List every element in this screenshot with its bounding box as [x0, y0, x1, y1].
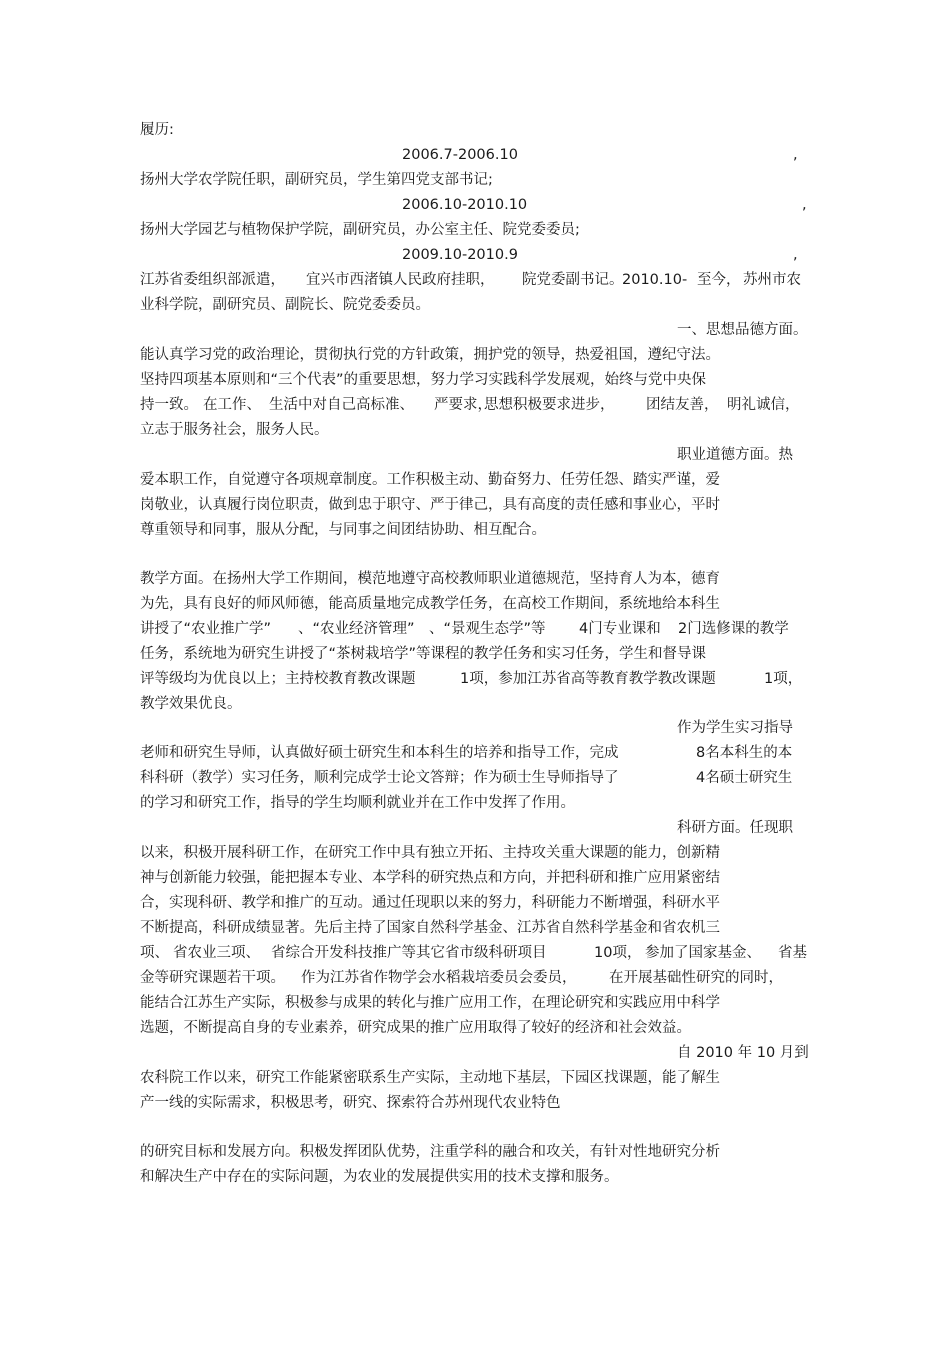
paragraph-line: 能认真学习党的政治理论，贯彻执行党的方针政策，拥护党的领导，热爱祖国，遵纪守法。 — [140, 347, 720, 363]
section-heading-research: 科研方面。任现职 — [677, 820, 793, 836]
text-segment: 、“景观生态学”等 — [429, 621, 546, 637]
paragraph-line: 的研究目标和发展方向。积极发挥团队优势，注重学科的融合和攻关，有针对性地研究分析 — [140, 1144, 720, 1160]
career-period: 2009.10-2010.9 — [402, 247, 518, 263]
paragraph-line: 尊重领导和同事，服从分配，与同事之间团结协助、相互配合。 — [140, 522, 546, 538]
paragraph-line: 不断提高，科研成绩显著。先后主持了国家自然科学基金、江苏省自然科学基金和省农机三 — [140, 920, 720, 936]
career-period: 2006.7-2006.10 — [402, 147, 518, 163]
paragraph-line: 合，实现科研、教学和推广的互动。通过任现职以来的努力，科研能力不断增强，科研水平 — [140, 895, 720, 911]
paragraph-line: 和解决生产中存在的实际问题，为农业的发展提供实用的技术支撑和服务。 — [140, 1169, 619, 1185]
text-segment: 明礼诚信， — [727, 397, 800, 413]
text-segment: 在开展基础性研究的同时， — [609, 970, 783, 986]
paragraph-line: 爱本职工作，自觉遵守各项规章制度。工作积极主动、勤奋努力、任劳任怨、踏实严谨，爱 — [140, 472, 720, 488]
paragraph-line: 产一线的实际需求，积极思考，研究、探索符合苏州现代农业特色 — [140, 1095, 561, 1111]
paragraph-line: 选题，不断提高自身的专业素养，研究成果的推广应用取得了较好的经济和社会效益。 — [140, 1020, 691, 1036]
text-segment: 10项， — [594, 945, 642, 961]
career-description: 扬州大学园艺与植物保护学院，副研究员，办公室主任、院党委委员; — [140, 222, 580, 238]
text-segment: 宜兴市西渚镇人民政府挂职， — [306, 272, 495, 288]
text-segment: 2门选修课的教学 — [678, 621, 789, 637]
career-separator: , — [793, 247, 798, 263]
text-segment: 1项， — [764, 671, 803, 687]
text-segment: 作为江苏省作物学会水稻栽培委员会委员， — [301, 970, 577, 986]
text-segment: 江苏省委组织部派遣， — [140, 272, 285, 288]
paragraph-line: 岗敬业，认真履行岗位职责，做到忠于职守、严于律己，具有高度的责任感和事业心，平时 — [140, 497, 720, 513]
paragraph-line: 教学效果优良。 — [140, 696, 242, 712]
paragraph-line: 为先，具有良好的师风师德，能高质量地完成教学任务，在高校工作期间，系统地给本科生 — [140, 596, 720, 612]
text-segment: 评等级均为优良以上；主持校教育教改课题 — [140, 671, 416, 687]
paragraph-line: 农科院工作以来，研究工作能紧密联系生产实际，主动地下基层，下园区找课题，能了解生 — [140, 1070, 720, 1086]
text-segment: 讲授了“农业推广学” — [140, 621, 272, 637]
text-segment: 8名本科生的本 — [696, 745, 793, 761]
career-separator: , — [793, 147, 798, 163]
text-segment: 严要求， — [434, 397, 492, 413]
paragraph-line: 以来，积极开展科研工作，在研究工作中具有独立开拓、主持攻关重大课题的能力，创新精 — [140, 845, 720, 861]
text-segment: 在工作、 — [203, 397, 261, 413]
section-heading-mentor: 作为学生实习指导 — [677, 720, 793, 736]
paragraph-line: 能结合江苏生产实际，积极参与成果的转化与推广应用工作，在理论研究和实践应用中科学 — [140, 995, 720, 1011]
text-segment: 4门专业课和 — [579, 621, 661, 637]
text-segment: 至今， — [697, 272, 741, 288]
text-segment: 、“农业经济管理” — [298, 621, 415, 637]
career-description: 扬州大学农学院任职，副研究员，学生第四党支部书记; — [140, 172, 493, 188]
text-segment: 科科研（教学）实习任务，顺利完成学士论文答辩；作为硕士生导师指导了 — [140, 770, 619, 786]
text-segment: 生活中对自己高标准、 — [269, 397, 414, 413]
section-heading-ideology: 一、思想品德方面。 — [677, 322, 808, 338]
text-segment: 省农业三项、 — [173, 945, 260, 961]
text-segment: 项、 — [140, 945, 169, 961]
paragraph-line: 坚持四项基本原则和“三个代表”的重要思想，努力学习实践科学发展观，始终与党中央保 — [140, 372, 707, 388]
career-separator: , — [802, 197, 807, 213]
text-segment: 苏州市农 — [743, 272, 801, 288]
section-heading-academy: 自 2010 年 10 月到 — [677, 1045, 809, 1061]
text-segment: 省综合开发科技推广等其它省市级科研项目 — [271, 945, 547, 961]
text-segment: 老师和研究生导师，认真做好硕士研究生和本科生的培养和指导工作，完成 — [140, 745, 619, 761]
paragraph-line: 任务，系统地为研究生讲授了“茶树栽培学”等课程的教学任务和实习任务，学生和督导课 — [140, 646, 707, 662]
section-heading-teaching: 教学方面。在扬州大学工作期间，模范地遵守高校教师职业道德规范，坚持育人为本，德育 — [140, 571, 720, 587]
text-segment: 院党委副书记。 — [522, 272, 624, 288]
text-segment: 1项，参加江苏省高等教育教学教改课题 — [460, 671, 716, 687]
career-period: 2006.10-2010.10 — [402, 197, 528, 213]
text-segment: 参加了国家基金、 — [645, 945, 761, 961]
text-segment: 省基 — [778, 945, 807, 961]
paragraph-line: 的学习和研究工作，指导的学生均顺利就业并在工作中发挥了作用。 — [140, 795, 575, 811]
text-segment: 金等研究课题若干项。 — [140, 970, 285, 986]
text-segment: 2010.10- — [622, 272, 688, 288]
text-segment: 持一致。 — [140, 397, 198, 413]
paragraph-line: 神与创新能力较强，能把握本专业、本学科的研究热点和方向，并把科研和推广应用紧密结 — [140, 870, 720, 886]
section-heading-ethics: 职业道德方面。热 — [677, 447, 793, 463]
text-segment: 团结友善， — [646, 397, 719, 413]
text-segment: 思想积极要求进步， — [484, 397, 615, 413]
text-segment: 4名硕士研究生 — [696, 770, 793, 786]
paragraph-line: 业科学院，副研究员、副院长、院党委委员。 — [140, 297, 430, 313]
resume-label: 履历: — [140, 122, 174, 138]
paragraph-line: 立志于服务社会，服务人民。 — [140, 422, 329, 438]
